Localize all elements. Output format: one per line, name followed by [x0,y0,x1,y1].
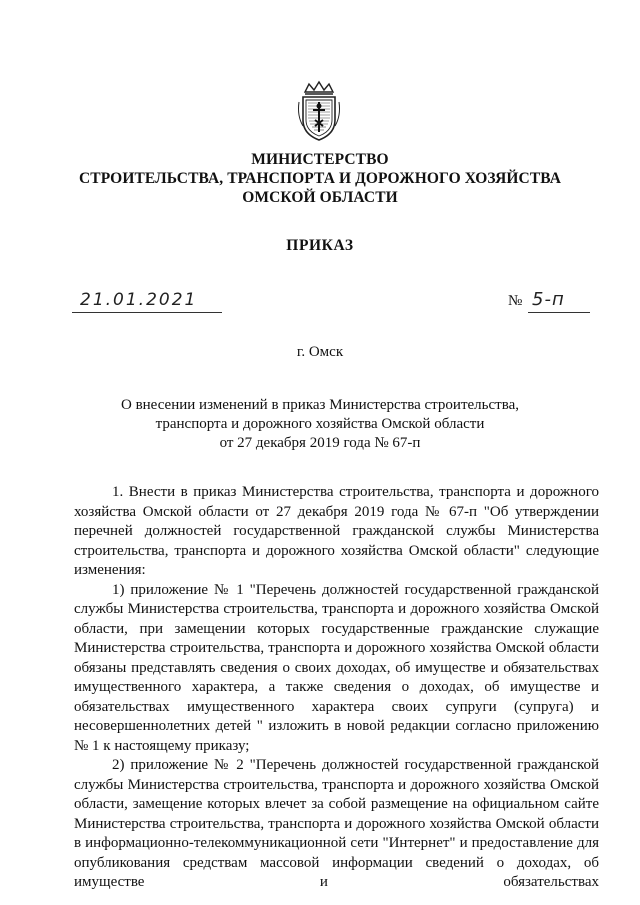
ministry-name-line-2: СТРОИТЕЛЬСТВА, ТРАНСПОРТА И ДОРОЖНОГО ХОЗЯЙСТВА [78,170,562,187]
number-sign: № [508,293,523,309]
order-title: ПРИКАЗ [286,237,354,254]
order-date-field [72,290,222,314]
date-underline [72,312,222,313]
paragraph-1: 1. Внести в приказ Министерства строительства, транспорта и дорожного хозяйства Омской области от 27 декабря 2019 года № 67-п "Об утверждении перечней должностей государственной гражданской службы Министерства строительства, транспорта и дорожного хозяйства Омской области" следующие изменения: [74,484,599,578]
subject-line-2: транспорта и дорожного хозяйства Омской области [155,416,485,432]
paragraph-1-item-2: 2) приложение № 2 "Перечень должностей государственной гражданской службы Министерства строительства, транспорта и дорожного хозяйства Омской области, замещение которых влечет за собой размещение на официальном сайте Министерства строительства, транспорта и дорожного хозяйства Омской области в информационно-телекоммуникационной сети "Интернет" и предоставление для опубликования средствам массовой информации сведений о доходах, об имуществе и обязательствах [74,757,599,890]
ministry-name-line-1: МИНИСТЕРСТВО [251,151,389,168]
omsk-region-coat-of-arms-icon [295,80,343,142]
order-number: 5-п [532,289,565,310]
order-body [74,483,599,893]
order-date: 21.01.2021 [80,290,198,310]
subject-line-3: от 27 декабря 2019 года № 67-п [219,435,421,451]
ministry-name-line-3: ОМСКОЙ ОБЛАСТИ [242,189,398,206]
number-underline [528,312,590,313]
city: г. Омск [296,344,344,360]
order-number-field [508,290,590,314]
subject-line-1: О внесении изменений в приказ Министерства строительства, [120,397,519,413]
paragraph-1-item-1: 1) приложение № 1 "Перечень должностей государственной гражданской службы Министерства строительства, транспорта и дорожного хозяйства Омской области, при замещении которых государственные гражданские служащие Министерства строительства, транспорта и дорожного хозяйства Омской области обязаны представлять сведения о своих доходах, об имуществе и обязательствах имущественного характера, а также сведения о доходах, об имуществе и обязательствах имущественного характера своих супруги (супруга) и несовершеннолетних детей " изложить в новой редакции согласно приложению № 1 к настоящему приказу; [74,581,599,754]
